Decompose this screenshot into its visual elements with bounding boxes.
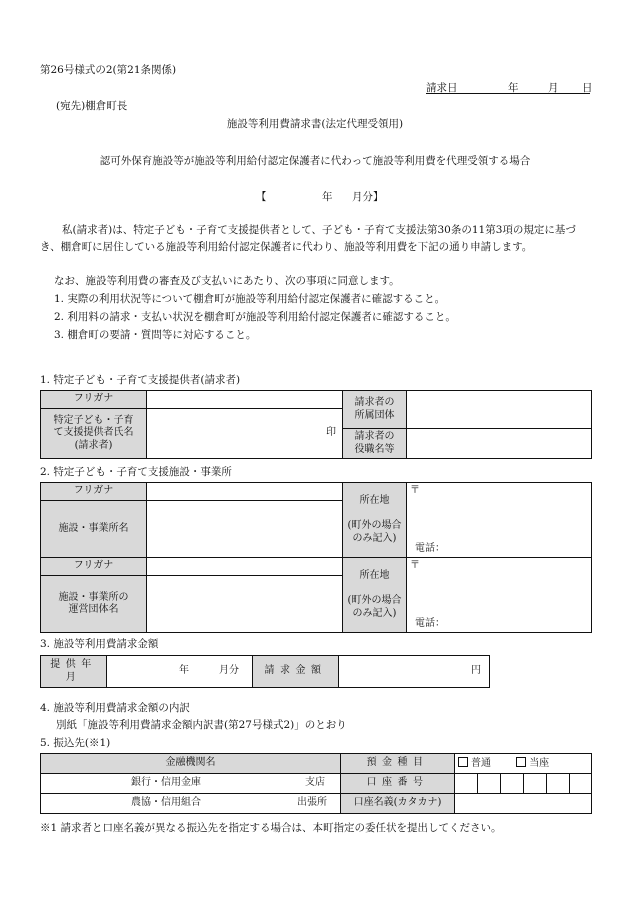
request-date-month: 月 — [548, 82, 559, 94]
bank-type-2: 農協・信用組合 — [131, 797, 201, 808]
s3-year: 年 — [179, 665, 189, 676]
s1-title-label: 請求者の 役職名等 — [343, 429, 407, 459]
period-year: 年 — [322, 191, 333, 203]
account-digit-4[interactable] — [524, 774, 547, 794]
s5-deposit-label: 預金種目 — [341, 754, 455, 774]
s1-furigana-input[interactable] — [147, 391, 343, 409]
phone-label-2: 電話： — [415, 618, 445, 629]
section5-table — [40, 753, 592, 814]
s5-account-name-label: 口座名義(カタカナ) — [341, 794, 455, 814]
s2-address-label-2: 所在地 (町外の場合 のみ記入) — [343, 558, 407, 633]
s1-org-label: 請求者の 所属団体 — [343, 391, 407, 429]
s1-title-input[interactable] — [407, 429, 592, 459]
deposit-ordinary-option[interactable]: 普通 — [458, 758, 491, 769]
s2-facility-input[interactable] — [147, 501, 343, 558]
consent-2: 2. 利用料の請求・支払い状況を棚倉町が施設等利用給付認定保護者に確認すること。 — [54, 311, 456, 323]
s2-address-label: 所在地 (町外の場合 のみ記入) — [343, 483, 407, 558]
consent-intro: なお、施設等利用費の審査及び支払いにあたり、次の事項に同意します。 — [54, 275, 400, 287]
yen-unit: 円 — [471, 665, 481, 677]
s3-amount-label: 請求金額 — [253, 656, 339, 688]
section1-table — [40, 390, 592, 459]
s3-period-input[interactable] — [107, 656, 253, 688]
s1-furigana-label: フリガナ — [41, 391, 147, 409]
s1-org-input[interactable] — [407, 391, 592, 429]
s3-amount-input[interactable] — [339, 656, 490, 688]
s3-period-label: 提供年月 — [41, 656, 107, 688]
request-date — [426, 80, 593, 94]
request-date-year: 年 — [508, 82, 519, 94]
s3-month: 月分 — [219, 665, 239, 676]
period-month: 月分】 — [352, 191, 384, 203]
s5-deposit-options — [455, 754, 592, 774]
branch-2: 出張所 — [297, 797, 327, 808]
s2-operator-input[interactable] — [147, 576, 343, 633]
s5-account-name-input[interactable] — [455, 794, 592, 814]
s2-furigana-label: フリガナ — [41, 483, 147, 501]
s5-bank-input-1[interactable] — [41, 774, 341, 794]
consent-1: 1. 実際の利用状況等について棚倉町が施設等利用給付認定保護者に確認すること。 — [54, 293, 446, 305]
account-digit-5[interactable] — [547, 774, 570, 794]
s2-furigana-input-2[interactable] — [147, 558, 343, 576]
subtitle: 認可外保育施設等が施設等利用給付認定保護者に代わって施設等利用費を代理受領する場合 — [99, 155, 531, 167]
section4-heading: 4. 施設等利用費請求金額の内訳 — [40, 702, 190, 714]
form-number: 第26号様式の2(第21条関係) — [40, 64, 177, 76]
request-date-day: 日 — [582, 82, 593, 94]
account-digit-2[interactable] — [478, 774, 501, 794]
period-open: 【 — [256, 191, 267, 203]
section4-note: 別紙「施設等利用費請求金額内訳書(第27号様式2)」のとおり — [56, 719, 347, 731]
s5-account-number-label: 口座番号 — [341, 774, 455, 794]
account-digit-3[interactable] — [501, 774, 524, 794]
postal-mark: 〒 — [410, 485, 420, 496]
addressee: (宛先)棚倉町長 — [56, 100, 128, 112]
s5-bank-label: 金融機関名 — [41, 754, 341, 774]
s2-facility-label: 施設・事業所名 — [41, 501, 147, 558]
deposit-current-option[interactable]: 当座 — [516, 758, 549, 769]
s5-bank-input-2[interactable] — [41, 794, 341, 814]
s2-address-input-2[interactable] — [407, 558, 592, 633]
section3-heading: 3. 施設等利用費請求金額 — [40, 638, 159, 650]
section3-table — [40, 655, 490, 688]
phone-label: 電話： — [415, 543, 445, 554]
request-date-label: 請求日 — [426, 82, 458, 94]
section2-table — [40, 482, 592, 633]
section1-heading: 1. 特定子ども・子育て支援提供者(請求者) — [40, 374, 241, 386]
section5-heading: 5. 振込先(※1) — [40, 737, 111, 749]
s2-furigana-input[interactable] — [147, 483, 343, 501]
account-digit-1[interactable] — [455, 774, 478, 794]
body-text: 私(請求者)は、特定子ども・子育て支援提供者として、子ども・子育て支援法第30条の11第3項の規定に基づき、棚倉町に居住している施設等利用給付認定保護者に代わり、施設等利用費を下記の通り申請します。 — [40, 224, 576, 253]
current-checkbox[interactable] — [516, 757, 526, 767]
s2-furigana-label-2: フリガナ — [41, 558, 147, 576]
footnote: ※1 請求者と口座名義が異なる振込先を指定する場合は、本町指定の委任状を提出してください。 — [40, 822, 502, 834]
s2-address-input[interactable] — [407, 483, 592, 558]
section2-heading: 2. 特定子ども・子育て支援施設・事業所 — [40, 466, 232, 478]
s2-operator-label: 施設・事業所の 運営団体名 — [41, 576, 147, 633]
s1-name-input[interactable] — [147, 409, 343, 459]
branch-1: 支店 — [305, 777, 325, 788]
page-title: 施設等利用費請求書(法定代理受領用) — [226, 118, 404, 130]
ordinary-checkbox[interactable] — [458, 757, 468, 767]
postal-mark-2: 〒 — [410, 560, 420, 571]
consent-3: 3. 棚倉町の要請・質問等に対応すること。 — [54, 329, 257, 341]
s1-name-label: 特定子ども・子育 て支援提供者氏名 (請求者) — [41, 409, 147, 459]
seal-mark: 印 — [326, 427, 336, 439]
bank-type-1: 銀行・信用金庫 — [131, 777, 201, 788]
account-digit-6[interactable] — [570, 774, 592, 794]
